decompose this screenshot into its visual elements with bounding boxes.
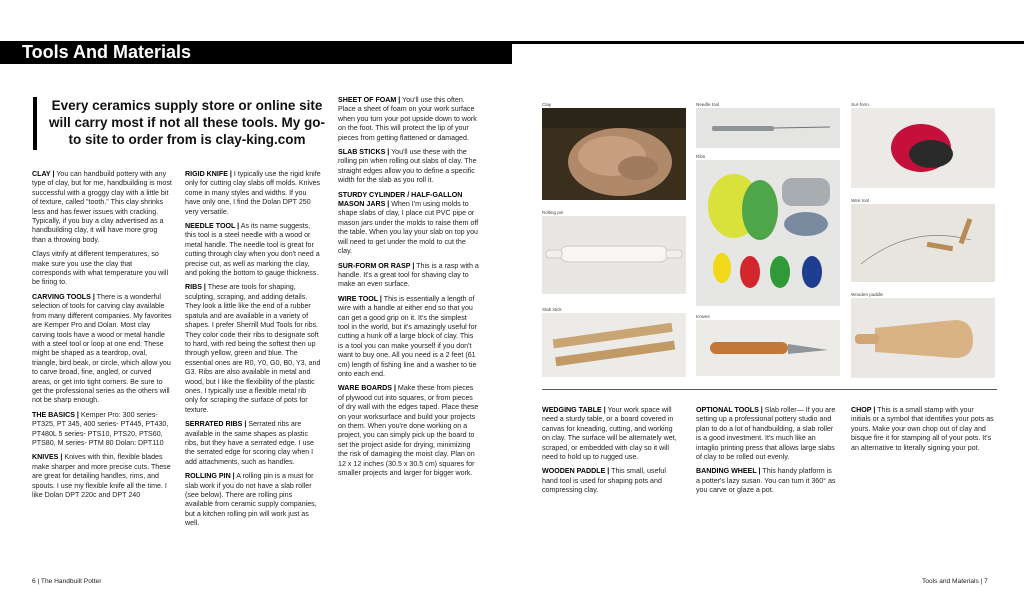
header-rule bbox=[512, 41, 1024, 44]
paragraph-heading: WOODEN PADDLE | bbox=[542, 467, 610, 476]
paragraph-text: This handy platform is a potter's lazy susan. You can turn it 360° as you carve or glaze a pot. bbox=[696, 467, 836, 495]
paragraph bbox=[32, 293, 172, 406]
paragraph-heading: ROLLING PIN | bbox=[185, 472, 235, 481]
left-column-1 bbox=[32, 170, 172, 505]
paragraph-text: A rolling pin is a must for slab work if you do not have a slab roller (see below). There are rolling pins available from ceramic supply companies, but a kitchen rolling pin will work just as well. bbox=[185, 472, 317, 528]
wooden-paddle-photo bbox=[851, 298, 995, 378]
paragraph-heading: RIBS | bbox=[185, 283, 206, 292]
paragraph bbox=[338, 96, 480, 143]
pull-quote bbox=[33, 97, 335, 150]
paragraph bbox=[32, 411, 172, 449]
paragraph-heading: RIGID KNIFE | bbox=[185, 170, 232, 178]
paragraph-heading: OPTIONAL TOOLS | bbox=[696, 406, 763, 414]
right-column-1 bbox=[542, 406, 682, 501]
paragraph-text: You'll use this often. Place a sheet of foam on your work surface when you turn your pot upside down to work on the foot. This will protect the lip of your pieces from getting flattened or damaged. bbox=[338, 96, 477, 142]
caption-sur-form: Sur-form bbox=[851, 102, 869, 107]
paragraph bbox=[185, 222, 321, 278]
paragraph-heading: WIRE TOOL | bbox=[338, 294, 382, 303]
left-column-3 bbox=[338, 96, 480, 483]
paragraph bbox=[696, 467, 836, 495]
caption-rolling-pin: Rolling pin bbox=[542, 210, 564, 215]
paragraph-heading: STURDY CYLINDER / HALF-GALLON MASON JARS | bbox=[338, 190, 463, 209]
paragraph bbox=[32, 453, 172, 500]
paragraph-text: This is essentially a length of wire with a handle at either end so that you can get a good grip on it. It's the simplest tool in the world, but it's amazingly useful for cutting a hunk off a large block of clay. This is a tool you can make yourself if you don't want to buy one. All you need is a 2 feet (61 cm) length of fishing line and a washer to tie onto each end. bbox=[338, 294, 477, 378]
right-column-3 bbox=[851, 406, 995, 458]
caption-clay: Clay bbox=[542, 102, 552, 107]
paragraph bbox=[338, 191, 480, 257]
paragraph-heading: SERRATED RIBS | bbox=[185, 420, 247, 429]
right-page bbox=[512, 0, 1024, 608]
right-footer: Tools and Materials | 7 bbox=[922, 578, 988, 585]
paragraph-heading: SUR-FORM OR RASP | bbox=[338, 261, 415, 270]
paragraph-heading: SHEET OF FOAM | bbox=[338, 96, 401, 104]
paragraph-text: Clays vitrify at different temperatures, so make sure you use the clay that corresponds with what temperature you will be firing to. bbox=[32, 250, 169, 287]
page-title: Tools And Materials bbox=[22, 42, 192, 62]
sur-form-photo bbox=[851, 108, 995, 188]
paragraph-heading: THE BASICS | bbox=[32, 410, 79, 419]
wire-tool-photo bbox=[851, 204, 995, 282]
caption-knives: Knives bbox=[696, 314, 710, 319]
left-footer: 6 | The Handbuilt Potter bbox=[32, 578, 102, 585]
paragraph bbox=[542, 406, 682, 462]
paragraph-heading: KNIVES | bbox=[32, 453, 63, 462]
paragraph bbox=[338, 384, 480, 478]
paragraph-heading: CHOP | bbox=[851, 406, 876, 414]
paragraph bbox=[185, 420, 321, 467]
caption-slab-stick: Slab stick bbox=[542, 307, 562, 312]
caption-needle-tool: Needle tool bbox=[696, 102, 720, 107]
paragraph-text: When I'm using molds to shape slabs of clay, I place cut PVC pipe or mason jars under the molds to raise them off the table. When you lay your slab on top you will need to get under the mold to cut the clay. bbox=[338, 200, 479, 256]
paragraph bbox=[185, 472, 321, 528]
paragraph-text: Kemper Pro: 300 series- PT325, PT 345, 400 series- PT445, PT430, PT480L 5 series- PTS10, PTS20, PTS60, PTS80, M series- PTM 80 Dolan: DPT110 bbox=[32, 410, 169, 447]
paragraph-heading: NEEDLE TOOL | bbox=[185, 222, 240, 231]
paragraph-text: I typically use the rigid knife only for cutting clay slabs off molds. Knives come in many styles and widths. If you have only one, I find the Dolan DPT 250 very versatile. bbox=[185, 170, 321, 216]
paragraph-text: This is a small stamp with your initials or a symbol that identifies your pots as yours. Make your own chop out of clay and bisque fire it for stamping all of your pots. It's an alternative to literally signing your pot. bbox=[851, 406, 994, 452]
caption-wire-tool: Wire tool bbox=[851, 198, 870, 203]
paragraph-heading: CARVING TOOLS | bbox=[32, 292, 95, 301]
paragraph-heading: CLAY | bbox=[32, 170, 55, 178]
caption-wooden-paddle: Wooden paddle bbox=[851, 292, 884, 297]
caption-ribs: Ribs bbox=[696, 154, 706, 159]
slab-stick-photo bbox=[542, 313, 686, 377]
paragraph-text: Serrated ribs are available in the same shapes as plastic ribs, but they have a serrated edge. I use the serrated edge for scoring clay when I add attachments, such as handles. bbox=[185, 420, 314, 466]
paragraph-text: Knives with thin, flexible blades make sharper and more precise cuts. These are great for detailing handles, rims, and spouts. I use my flexible knife all the time. I like Dolan DPT 220c and DPT 240 bbox=[32, 453, 171, 499]
clay-photo bbox=[542, 108, 686, 200]
photo-divider bbox=[542, 389, 997, 390]
left-column-2 bbox=[185, 170, 321, 534]
paragraph bbox=[32, 170, 172, 245]
rolling-pin-photo bbox=[542, 216, 686, 294]
paragraph bbox=[338, 148, 480, 186]
paragraph-text: Slab roller— If you are setting up a professional pottery studio and plan to do a lot of handbuilding, a slab roller is a good investment. It's much like an intaglio printing press that allows large slabs of clay to be rolled out evenly. bbox=[696, 406, 836, 462]
ribs-photo bbox=[696, 160, 840, 306]
knives-photo bbox=[696, 320, 840, 376]
paragraph-heading: SLAB STICKS | bbox=[338, 148, 390, 157]
paragraph-text: This small, useful hand tool is used for shaping pots and compressing clay. bbox=[542, 467, 666, 495]
paragraph bbox=[338, 295, 480, 380]
paragraph bbox=[185, 170, 321, 217]
paragraph-text: Your work space will need a sturdy table, or a board covered in canvas for kneading, cutting, and working on clay. The surface will be alternately wet, scraped, or embedded with clay so it will need to hold up to rugged use. bbox=[542, 406, 677, 462]
right-column-2 bbox=[696, 406, 836, 501]
paragraph-text: As its name suggests, this tool is a steel needle with a wood or metal handle. The needle tool is great for cutting through clay when you don't need a precise cut, as well as marking the clay, and poking the bottom to gauge thickness. bbox=[185, 222, 320, 278]
paragraph bbox=[696, 406, 836, 462]
paragraph-text: This is a rasp with a handle. It's a great tool for shaving clay to make an even surface. bbox=[338, 261, 479, 289]
paragraph bbox=[542, 467, 682, 495]
paragraph-heading: BANDING WHEEL | bbox=[696, 467, 761, 476]
paragraph-text: There is a wonderful selection of tools for carving clay available from many different companies. My favorites are Kemper Pro and Dolan. Most clay carving tools have a wood or metal handle with a steel tool or loop at one end. These might be shaped as a teardrop, oval, triangle, bird beak, or circle, which allow you to carve broad, fine, angled, or curved areas, or get into tight corners. Be sure to get the professional series as the others will not be sharp enough. bbox=[32, 292, 172, 405]
paragraph bbox=[32, 250, 172, 288]
paragraph-text: You can handbuild pottery with any type of clay, but for me, handbuilding is most successful with a groggy clay with a little bit of texture, called "tooth." This clay shrinks less and has fewer issues with cracking. Typically, if you buy a clay advertised as a handbuilding clay, it will have more grog than a throwing body. bbox=[32, 170, 172, 244]
paragraph-text: These are tools for shaping, sculpting, scraping, and adding details. They look a little like the end of a rubber spatula and are available in a variety of shapes. I prefer Sherrill Mud Tools for ribs. They color code their ribs to designate soft to hard, with red being the softest then up through yellow, green and blue. The essential ones are R0, Y0, G0, B0, Y3, and G3. Ribs are also available in metal and wood, but I like the flexibility of the plastic ones. I typically use a flexible metal rib only for scraping the surface of pots for texture. bbox=[185, 283, 321, 414]
paragraph-text: You'll use these with the rolling pin when rolling out slabs of clay. The straight edges allow you to define a specific width for the slab as you roll it. bbox=[338, 148, 477, 185]
paragraph bbox=[338, 262, 480, 290]
paragraph bbox=[185, 283, 321, 415]
paragraph-text: Make these from pieces of plywood cut into squares, or from pieces of dry wall with the edges taped. Place these on your worksurface and build your projects on them. When you're done working on a project, you can simply pick up the board to set the project aside for drying, minimizing the risk of damaging the moist clay. Plan on 12 x 12 inches (30.5 x 30.5 cm) squares for smaller projects and larger for bigger work. bbox=[338, 384, 479, 478]
paragraph-heading: WARE BOARDS | bbox=[338, 384, 396, 393]
paragraph-heading: WEDGING TABLE | bbox=[542, 406, 606, 414]
pull-quote-text: Every ceramics supply store or online site will carry most if not all these tools. My go-to site to order from is clay-king.com bbox=[48, 98, 326, 147]
paragraph bbox=[851, 406, 995, 453]
needle-tool-photo bbox=[696, 108, 840, 148]
